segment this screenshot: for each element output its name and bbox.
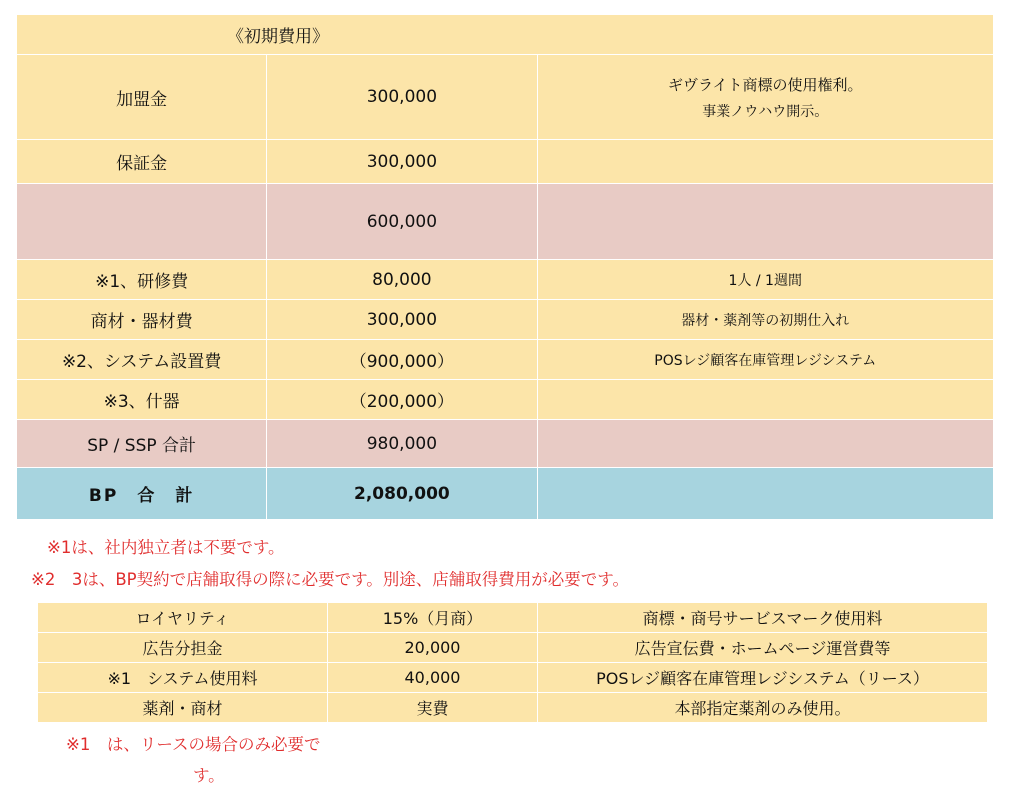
monthly-costs-table xyxy=(37,602,988,723)
row-note: 1人 / 1週間 xyxy=(537,260,993,300)
row-label: ※3、什器 xyxy=(17,380,267,420)
table-row xyxy=(38,633,988,663)
row-amount: 80,000 xyxy=(267,260,537,300)
row-amount: 15%（月商） xyxy=(328,603,538,633)
table-row xyxy=(17,300,994,340)
row-label: ロイヤリティ xyxy=(38,603,328,633)
row-note xyxy=(537,140,993,184)
row-amount: （900,000） xyxy=(267,340,537,380)
total-amount: 2,080,000 xyxy=(267,468,537,520)
note-2: ※2 3は、BP契約で店舗取得の際に必要です。別途、店舗取得費用が必要です。 xyxy=(31,570,629,589)
table-row xyxy=(17,260,994,300)
row-label: 薬剤・商材 xyxy=(38,693,328,723)
table-row xyxy=(17,184,994,260)
row-note xyxy=(537,184,993,260)
row-note: 広告宣伝費・ホームページ運営費等 xyxy=(538,633,988,663)
row-amount: （200,000） xyxy=(267,380,537,420)
row-label: SP / SSP 合計 xyxy=(17,420,267,468)
total-row xyxy=(17,468,994,520)
row-label: ※2、システム設置費 xyxy=(17,340,267,380)
row-note: POSレジ顧客在庫管理レジシステム（リース） xyxy=(538,663,988,693)
table-row xyxy=(38,693,988,723)
row-label: ※1 システム使用料 xyxy=(38,663,328,693)
row-note: 本部指定薬剤のみ使用。 xyxy=(538,693,988,723)
row-amount: 実費 xyxy=(328,693,538,723)
table-row xyxy=(17,140,994,184)
row-label: 広告分担金 xyxy=(38,633,328,663)
total-label: BP 合 計 xyxy=(17,468,267,520)
row-note xyxy=(537,55,993,140)
note-line-2: 事業ノウハウ開示。 xyxy=(702,103,829,120)
footnote-line-1: ※1 は、リースの場合のみ必要で xyxy=(66,735,321,754)
table-row xyxy=(17,55,994,140)
row-note xyxy=(537,468,993,520)
footnote-line-2: す。 xyxy=(193,766,225,785)
initial-costs-table xyxy=(16,14,994,520)
row-label: 商材・器材費 xyxy=(17,300,267,340)
row-note: 器材・薬剤等の初期仕入れ xyxy=(537,300,993,340)
row-amount: 40,000 xyxy=(328,663,538,693)
row-amount: 300,000 xyxy=(267,55,537,140)
row-label: 保証金 xyxy=(17,140,267,184)
row-amount: 300,000 xyxy=(267,140,537,184)
row-note xyxy=(537,380,993,420)
note-1: ※1は、社内独立者は不要です。 xyxy=(47,538,285,557)
table-row xyxy=(38,603,988,633)
row-label xyxy=(17,184,267,260)
row-note: 商標・商号サービスマーク使用料 xyxy=(538,603,988,633)
row-label: ※1、研修費 xyxy=(17,260,267,300)
table-row xyxy=(17,380,994,420)
table-row xyxy=(38,663,988,693)
row-label: 加盟金 xyxy=(17,55,267,140)
table-row xyxy=(17,420,994,468)
row-amount: 300,000 xyxy=(267,300,537,340)
section-title-row xyxy=(17,15,994,55)
note-line-1: ギヴライト商標の使用権利。 xyxy=(667,75,863,94)
table-row xyxy=(17,340,994,380)
row-amount: 600,000 xyxy=(267,184,537,260)
row-note: POSレジ顧客在庫管理レジシステム xyxy=(537,340,993,380)
row-note xyxy=(537,420,993,468)
row-amount: 980,000 xyxy=(267,420,537,468)
row-amount: 20,000 xyxy=(328,633,538,663)
section-title: 《初期費用》 xyxy=(17,15,994,55)
